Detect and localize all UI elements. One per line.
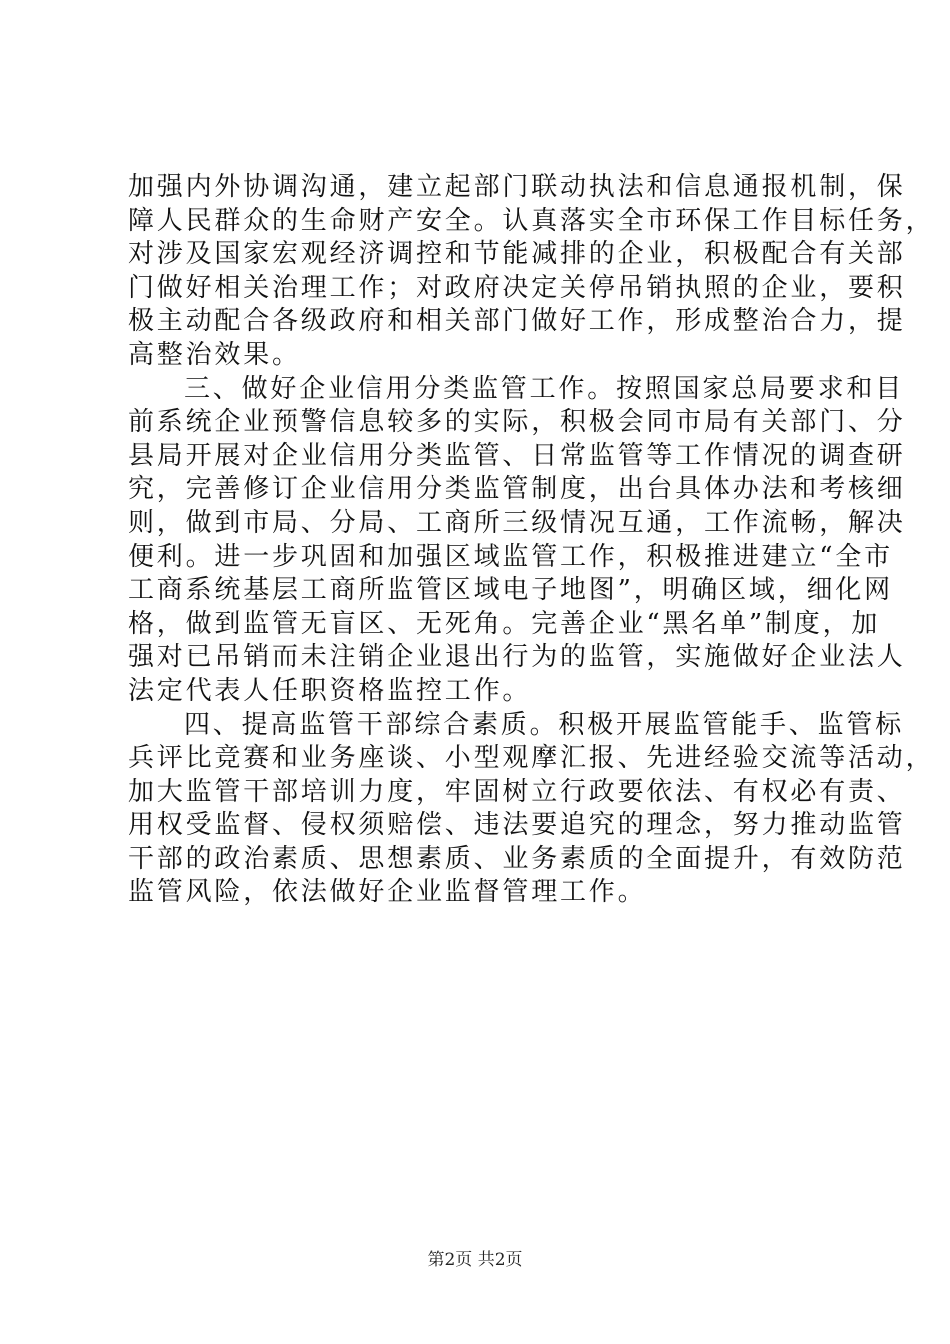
text-line: 门做好相关治理工作；对政府决定关停吊销执照的企业，要积 <box>128 272 906 303</box>
text-line: 工商系统基层工商所监管区域电子地图”，明确区域，细化网 <box>128 575 893 606</box>
text-line: 则，做到市局、分局、工商所三级情况互通，工作流畅，解决 <box>128 507 906 538</box>
page-number-footer: 第2页 共2页 <box>427 1250 523 1270</box>
text-line: 究，完善修订企业信用分类监管制度，出台具体办法和考核细 <box>128 474 906 505</box>
text-line: 前系统企业预警信息较多的实际，积极会同市局有关部门、分 <box>128 407 906 438</box>
text-line: 对涉及国家宏观经济调控和节能减排的企业，积极配合有关部 <box>128 239 906 270</box>
text-line: 干部的政治素质、思想素质、业务素质的全面提升，有效防范 <box>128 843 906 874</box>
section-heading-line: 四、提高监管干部综合素质。积极开展监管能手、监管标 <box>184 709 905 740</box>
text-line: 障人民群众的生命财产安全。认真落实全市环保工作目标任务， <box>128 205 935 236</box>
text-line: 县局开展对企业信用分类监管、日常监管等工作情况的调查研 <box>128 440 906 471</box>
text-line: 法定代表人任职资格监控工作。 <box>128 675 532 706</box>
section-heading-line: 三、做好企业信用分类监管工作。按照国家总局要求和目 <box>184 373 905 404</box>
text-line: 便利。进一步巩固和加强区域监管工作，积极推进建立“全市 <box>128 541 893 572</box>
text-line: 强对已吊销而未注销企业退出行为的监管，实施做好企业法人 <box>128 642 906 673</box>
text-line: 极主动配合各级政府和相关部门做好工作，形成整治合力，提 <box>128 306 906 337</box>
body-text <box>128 171 935 910</box>
text-line: 监管风险，依法做好企业监督管理工作。 <box>128 877 647 908</box>
text-line: 高整治效果。 <box>128 339 301 370</box>
text-line: 格，做到监管无盲区、无死角。完善企业“黑名单”制度，加 <box>128 608 881 639</box>
text-line: 加大监管干部培训力度，牢固树立行政要依法、有权必有责、 <box>128 776 906 807</box>
text-line: 加强内外协调沟通，建立起部门联动执法和信息通报机制，保 <box>128 172 906 202</box>
text-line: 用权受监督、侵权须赔偿、违法要追究的理念，努力推动监管 <box>128 810 906 841</box>
text-line: 兵评比竞赛和业务座谈、小型观摩汇报、先进经验交流等活动， <box>128 743 935 774</box>
